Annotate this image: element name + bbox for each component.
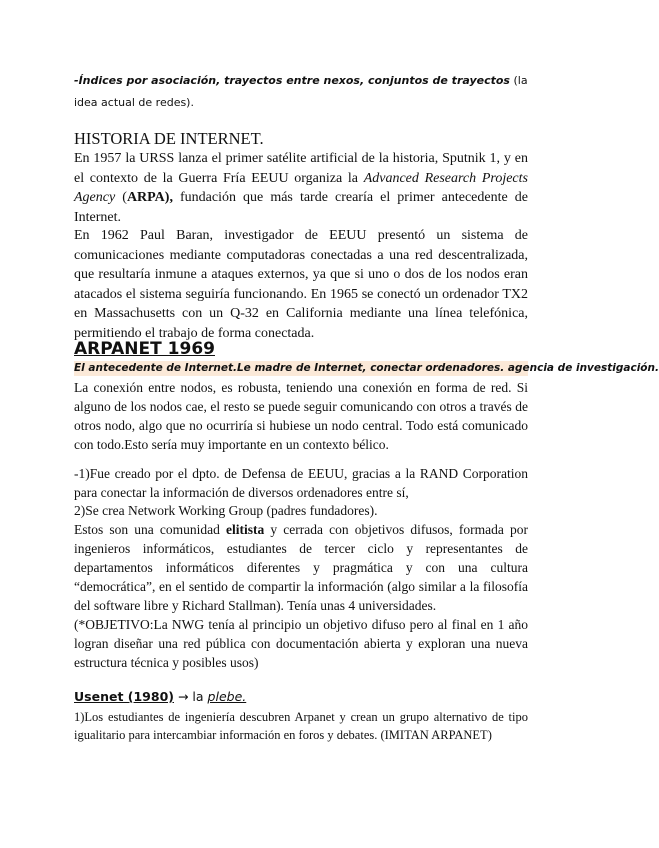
text-run: fundación que más tarde crearía el primer antecedente de Internet. [74, 190, 528, 225]
arpanet-paragraph-elitista [74, 520, 528, 615]
usenet-heading [74, 688, 528, 706]
text-run: Estos son una comunidad [74, 522, 227, 537]
historia-heading: HISTORIA DE INTERNET. [74, 129, 264, 148]
arpanet-heading: ARPANET 1969 [74, 339, 215, 359]
usenet-paragraph: 1)Los estudiantes de ingeniería descubren Arpanet y crean un grupo alternativo de tipo igualitario para intercambiar información en foros y debates. (IMITAN ARPANET) [74, 710, 528, 742]
text-run: y cerrada con objetivos difusos, formada por ingenieros informáticos, estudiantes de tercer ciclo y representantes de departamentos informáticos diferentes y pragmática y con una cultura “democrática”, en el sentido de compartir la información (algo similar a la filosofía del software libre y Richard Stallman). Tenía unas 4 universidades. [74, 522, 528, 613]
arpanet-paragraph-conexion: La conexión entre nodos, es robusta, teniendo una conexión en forma de red. Si alguno de los nodos cae, el resto se puede seguir comunicando con otros a través de otros nodo, algo que no ocurriría si hubiese un nodo central. Todo está comunicado con todo.Esto sería muy importante en un contexto bélico. [74, 380, 528, 452]
arpa-acronym-bold: ARPA), [126, 190, 173, 205]
arpanet-subheading: El antecedente de Internet.Le madre de Internet, conectar ordenadores. agencia de investigación. [74, 362, 659, 374]
indices-bold-text: -Índices por asociación, trayectos entre nexos, conjuntos de trayectos [74, 74, 510, 87]
usenet-heading-bold: Usenet (1980) [74, 689, 174, 704]
historia-paragraph-1962: En 1962 Paul Baran, investigador de EEUU presentó un sistema de comunicaciones mediante computadoras conectadas a una red descentralizada, que resultaría inmune a ataques externos, ya que si uno o dos de los nodos eran atacados el sistema seguiría funcionando. En 1965 se conectó un ordenador TX2 en Massachusetts con un Q-32 en California mediante una línea telefónica, permitiendo el trabajo de forma conectada. [74, 228, 528, 341]
text-run: ( [115, 190, 127, 205]
usenet-heading-italic: plebe. [207, 689, 247, 704]
elitista-bold: elitista [226, 522, 265, 537]
text-run: En 1957 la URSS lanza el primer satélite artificial de la historia, Sputnik 1, y en el contexto de la Guerra Fría EEUU organiza la [74, 151, 528, 186]
arpa-name-italic: Advanced Research Projects Agency [74, 170, 528, 205]
indices-rest-text: (la idea actual de redes). [74, 74, 528, 109]
historia-paragraph-1957 [74, 149, 528, 227]
indices-paragraph [74, 70, 528, 114]
usenet-heading-arrow: → la [174, 689, 208, 704]
arpanet-paragraph-objetivo: (*OBJETIVO:La NWG tenía al principio un objetivo difuso pero al final en 1 año logran diseñar una red pública con documentación abierta y exploran una nueva estructura técnica y posibles usos) [74, 617, 528, 670]
arpanet-paragraph-creation: -1)Fue creado por el dpto. de Defensa de EEUU, gracias a la RAND Corporation para conectar la información de diversos ordenadores entre sí, [74, 466, 528, 500]
arpanet-paragraph-nwg: 2)Se crea Network Working Group (padres fundadores). [74, 503, 378, 518]
